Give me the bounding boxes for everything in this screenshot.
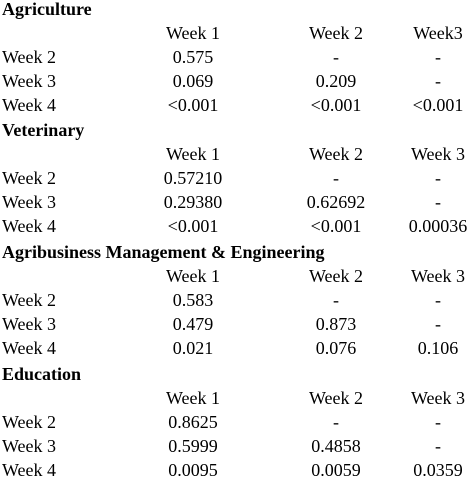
table-cell: 0.57210 xyxy=(163,168,223,188)
table-row xyxy=(0,410,474,434)
row-label: Week 2 xyxy=(2,47,57,67)
header-row xyxy=(0,386,474,410)
row-label: Week 4 xyxy=(2,95,57,115)
table-row xyxy=(0,312,474,336)
table-row xyxy=(0,458,474,482)
table-cell: 0.00036 xyxy=(408,216,468,236)
column-header: Week 2 xyxy=(308,388,364,408)
column-header: Week 1 xyxy=(165,388,221,408)
table-cell: 0.0059 xyxy=(311,460,361,480)
table-cell: 0.583 xyxy=(172,290,214,310)
table-cell: <0.001 xyxy=(167,95,219,115)
row-label: Week 2 xyxy=(2,168,57,188)
section-title: Agriculture xyxy=(2,0,92,19)
table-cell: - xyxy=(435,168,441,188)
table-row xyxy=(0,336,474,360)
column-header: Week 2 xyxy=(308,144,364,164)
column-header: Week3 xyxy=(413,23,463,43)
table-cell: <0.001 xyxy=(310,95,362,115)
table-cell: <0.001 xyxy=(412,95,464,115)
section-title: Education xyxy=(2,364,82,384)
table-cell: 0.106 xyxy=(417,338,459,358)
table-cell: 0.0359 xyxy=(413,460,463,480)
row-label: Week 2 xyxy=(2,290,57,310)
table-cell: - xyxy=(435,290,441,310)
table-cell: 0.29380 xyxy=(163,192,223,212)
table-cell: 0.479 xyxy=(172,314,214,334)
table-cell: 0.62692 xyxy=(306,192,366,212)
table-row xyxy=(0,214,474,238)
table-row xyxy=(0,93,474,117)
section-title: Agribusiness Management & Engineering xyxy=(2,242,325,262)
table-cell: 0.0095 xyxy=(168,460,218,480)
table-cell: 0.069 xyxy=(172,71,214,91)
table-cell: 0.5999 xyxy=(168,436,218,456)
column-header: Week 2 xyxy=(308,23,364,43)
header-row xyxy=(0,21,474,45)
table-cell: - xyxy=(435,71,441,91)
table-cell: - xyxy=(333,168,339,188)
table-cell: 0.076 xyxy=(315,338,357,358)
table-cell: 0.575 xyxy=(172,47,214,67)
table-row xyxy=(0,190,474,214)
row-label: Week 3 xyxy=(2,71,57,91)
column-header: Week 3 xyxy=(410,388,466,408)
row-label: Week 3 xyxy=(2,314,57,334)
table-row xyxy=(0,434,474,458)
row-label: Week 4 xyxy=(2,338,57,358)
table-cell: <0.001 xyxy=(167,216,219,236)
table-cell: 0.021 xyxy=(172,338,214,358)
table-cell: - xyxy=(333,47,339,67)
column-header: Week 2 xyxy=(308,266,364,286)
table-row xyxy=(0,288,474,312)
table-cell: 0.4858 xyxy=(311,436,361,456)
table-cell: - xyxy=(435,192,441,212)
section-title: Veterinary xyxy=(2,120,85,140)
table-cell: - xyxy=(435,314,441,334)
table-cell: 0.8625 xyxy=(168,412,218,432)
table-row xyxy=(0,69,474,93)
row-label: Week 3 xyxy=(2,436,57,456)
row-label: Week 4 xyxy=(2,460,57,480)
header-row xyxy=(0,264,474,288)
table-cell: - xyxy=(435,47,441,67)
table-cell: <0.001 xyxy=(310,216,362,236)
table-cell: - xyxy=(333,412,339,432)
row-label: Week 4 xyxy=(2,216,57,236)
column-header: Week 1 xyxy=(165,266,221,286)
table-row xyxy=(0,45,474,69)
table-cell: - xyxy=(333,290,339,310)
column-header: Week 1 xyxy=(165,144,221,164)
column-header: Week 1 xyxy=(165,23,221,43)
table-row xyxy=(0,166,474,190)
column-header: Week 3 xyxy=(410,144,466,164)
column-header: Week 3 xyxy=(410,266,466,286)
table-cell: 0.209 xyxy=(315,71,357,91)
header-row xyxy=(0,142,474,166)
row-label: Week 2 xyxy=(2,412,57,432)
row-label: Week 3 xyxy=(2,192,57,212)
table-cell: 0.873 xyxy=(315,314,357,334)
table-cell: - xyxy=(435,436,441,456)
table-cell: - xyxy=(435,412,441,432)
